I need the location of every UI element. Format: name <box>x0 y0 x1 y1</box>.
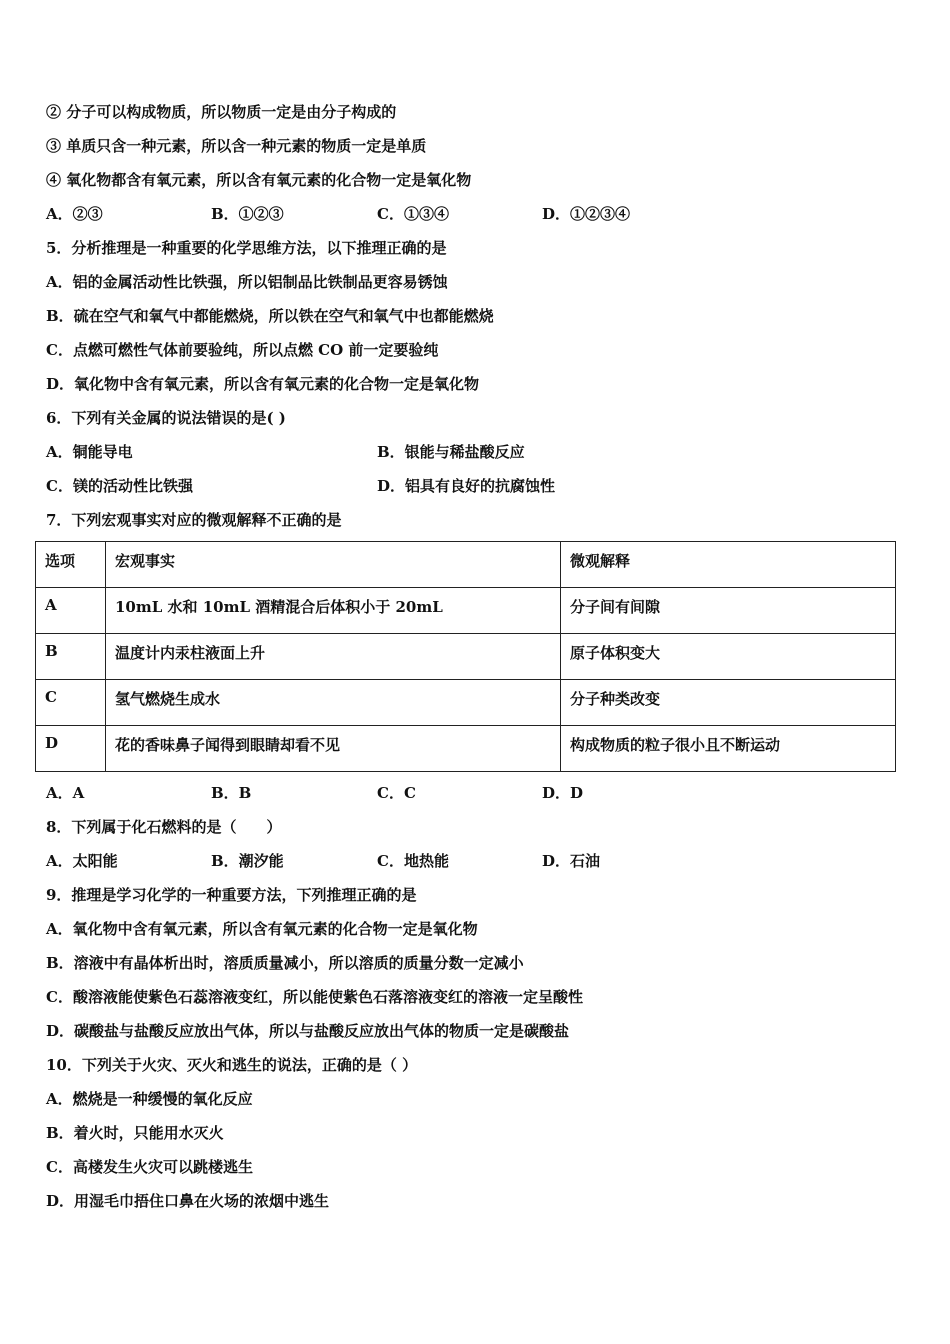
table-cell: 构成物质的粒子很小且不断运动 <box>561 726 896 772</box>
table-cell: 分子间有间隙 <box>561 588 896 634</box>
q5-stem: 5．分析推理是一种重要的化学思维方法，以下推理正确的是 <box>46 239 447 257</box>
table-row <box>36 634 896 680</box>
table-header-cell: 宏观事实 <box>106 542 561 588</box>
q5-option-a: A．铝的金属活动性比铁强，所以铝制品比铁制品更容易锈蚀 <box>46 273 448 291</box>
q4-item-2: ② 分子可以构成物质，所以物质一定是由分子构成的 <box>46 103 397 121</box>
q5-option-d: D．氧化物中含有氧元素，所以含有氧元素的化合物一定是氧化物 <box>46 375 480 393</box>
q10-option-b: B．着火时，只能用水灭火 <box>46 1124 224 1142</box>
q5-option-c: C．点燃可燃性气体前要验纯，所以点燃 CO 前一定要验纯 <box>46 341 439 359</box>
q8-option-c: C．地热能 <box>377 852 449 870</box>
table-cell: 花的香味鼻子闻得到眼睛却看不见 <box>106 726 561 772</box>
table-header-cell: 微观解释 <box>561 542 896 588</box>
table-cell: C <box>36 680 106 726</box>
q4-item-3: ③ 单质只含一种元素，所以含一种元素的物质一定是单质 <box>46 137 427 155</box>
q7-option-b: B．B <box>211 784 252 802</box>
q4-option-b: B．①②③ <box>211 205 284 223</box>
q5-option-b: B．硫在空气和氧气中都能燃烧，所以铁在空气和氧气中也都能燃烧 <box>46 307 494 325</box>
q4-item-4: ④ 氧化物都含有氧元素，所以含有氧元素的化合物一定是氧化物 <box>46 171 472 189</box>
q8-option-d: D．石油 <box>542 852 601 870</box>
q6-option-d: D．铝具有良好的抗腐蚀性 <box>377 477 556 495</box>
q7-option-d: D．D <box>542 784 584 802</box>
q10-stem: 10．下列关于火灾、灭火和逃生的说法，正确的是（ ） <box>46 1056 418 1074</box>
q4-option-d: D．①②③④ <box>542 205 631 223</box>
table-cell: D <box>36 726 106 772</box>
q6-option-a: A．铜能导电 <box>46 443 133 461</box>
q9-option-d: D．碳酸盐与盐酸反应放出气体，所以与盐酸反应放出气体的物质一定是碳酸盐 <box>46 1022 570 1040</box>
q7-option-a: A．A <box>46 784 85 802</box>
q9-stem: 9．推理是学习化学的一种重要方法，下列推理正确的是 <box>46 886 417 904</box>
q7-option-c: C．C <box>377 784 416 802</box>
q6-stem: 6．下列有关金属的说法错误的是( ) <box>46 409 286 427</box>
table-cell: A <box>36 588 106 634</box>
table-row <box>36 588 896 634</box>
q10-option-d: D．用湿毛巾捂住口鼻在火场的浓烟中逃生 <box>46 1192 330 1210</box>
q9-option-a: A．氧化物中含有氧元素，所以含有氧元素的化合物一定是氧化物 <box>46 920 478 938</box>
table-cell: 10mL 水和 10mL 酒精混合后体积小于 20mL <box>106 588 561 634</box>
q8-option-b: B．潮汐能 <box>211 852 284 870</box>
table-cell: B <box>36 634 106 680</box>
table-row <box>36 726 896 772</box>
q9-option-c: C．酸溶液能使紫色石蕊溶液变红，所以能使紫色石落溶液变红的溶液一定呈酸性 <box>46 988 583 1006</box>
q6-option-b: B．银能与稀盐酸反应 <box>377 443 525 461</box>
q6-option-c: C．镁的活动性比铁强 <box>46 477 193 495</box>
table-cell: 氢气燃烧生成水 <box>106 680 561 726</box>
table-cell: 原子体积变大 <box>561 634 896 680</box>
q4-option-c: C．①③④ <box>377 205 449 223</box>
table-row <box>36 680 896 726</box>
table-cell: 分子种类改变 <box>561 680 896 726</box>
q8-option-a: A．太阳能 <box>46 852 118 870</box>
table-header-cell: 选项 <box>36 542 106 588</box>
q8-stem: 8．下列属于化石燃料的是（ ） <box>46 818 282 836</box>
q7-table <box>35 541 896 772</box>
q7-stem: 7．下列宏观事实对应的微观解释不正确的是 <box>46 511 342 529</box>
q9-option-b: B．溶液中有晶体析出时，溶质质量减小，所以溶质的质量分数一定减小 <box>46 954 524 972</box>
q10-option-c: C．高楼发生火灾可以跳楼逃生 <box>46 1158 253 1176</box>
q4-option-a: A．②③ <box>46 205 103 223</box>
table-header-row <box>36 542 896 588</box>
table-cell: 温度计内汞柱液面上升 <box>106 634 561 680</box>
q10-option-a: A．燃烧是一种缓慢的氧化反应 <box>46 1090 253 1108</box>
